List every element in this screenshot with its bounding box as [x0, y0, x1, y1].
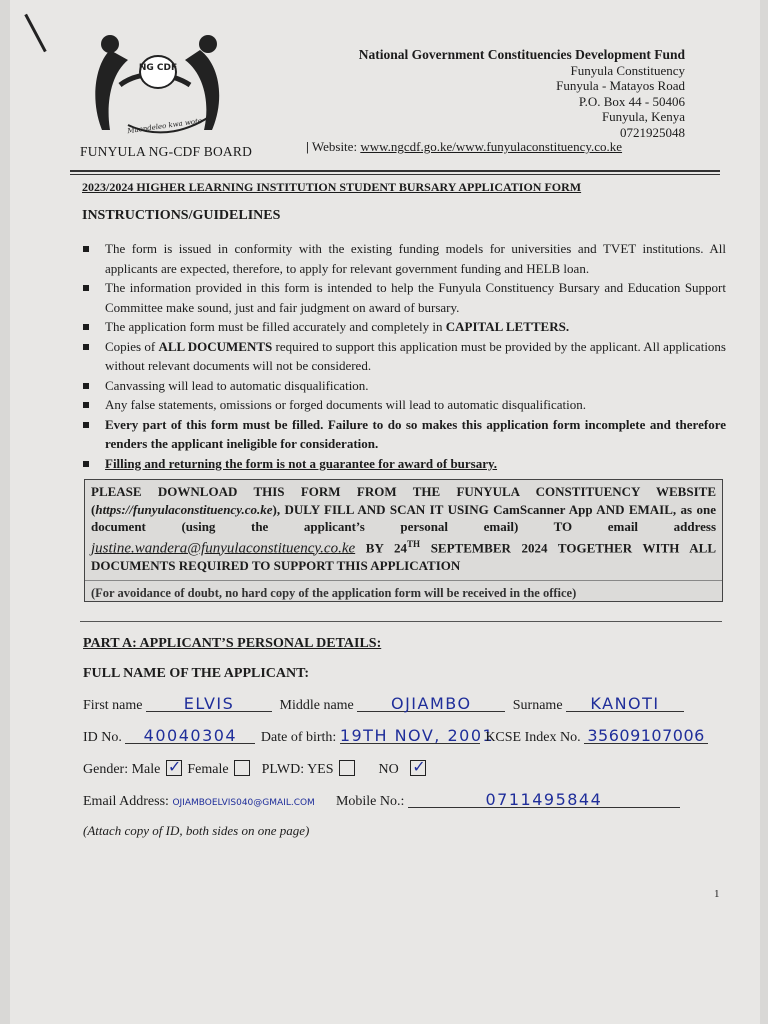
logo-text: NG CDF — [138, 63, 178, 73]
page-number: 1 — [714, 888, 720, 900]
male-checkbox[interactable] — [166, 757, 182, 776]
website-line — [306, 139, 622, 155]
section-title: PART A: APPLICANT’S PERSONAL DETAILS: — [83, 636, 382, 651]
instructions-title: INSTRUCTIONS/GUIDELINES — [82, 208, 281, 223]
section-rule — [80, 621, 722, 622]
email-label: Email Address: — [83, 794, 169, 809]
website-link[interactable]: www.ngcdf.go.ke/www.funyulaconstituency.co.ke — [360, 139, 623, 154]
list-item: Every part of this form must be filled. Failure to do so makes this application form incomplete and therefore renders the applicant ineligible for consideration. — [83, 415, 726, 454]
address-line: Funyula Constituency — [570, 62, 685, 78]
org-name: National Government Constituencies Development Fund — [358, 47, 685, 62]
middle-name-label: Middle name — [279, 698, 354, 713]
first-name-field[interactable]: ELVIS — [146, 696, 272, 712]
divider-pipe: | — [306, 139, 309, 154]
plwd-label: PLWD: YES — [261, 762, 334, 777]
list-item: Copies of ALL DOCUMENTS required to support this application must be provided by the applicant. All applications without relevant documents will not be considered. — [83, 337, 726, 376]
notice-note: (For avoidance of doubt, no hard copy of the application form will be received in the office) — [91, 586, 577, 600]
list-item: The application form must be filled accurately and completely in CAPITAL LETTERS. — [83, 317, 726, 337]
notice-site: https://funyulaconstituency.co.ke — [95, 501, 273, 517]
address-line: Funyula, Kenya — [601, 109, 685, 125]
address-line: P.O. Box 44 - 50406 — [578, 93, 685, 109]
dob-label: Date of birth: — [260, 730, 337, 745]
list-item: Filling and returning the form is not a guarantee for award of bursary. — [83, 454, 726, 474]
board-name: FUNYULA NG-CDF BOARD — [80, 144, 253, 159]
female-checkbox[interactable] — [234, 760, 250, 776]
header-rule-thin — [70, 174, 720, 175]
list-item: Any false statements, omissions or forged documents will lead to automatic disqualification. — [83, 395, 726, 415]
id-label: ID No. — [83, 730, 122, 745]
plwd-no-label: NO — [378, 762, 399, 777]
check-icon: ✓ — [412, 757, 426, 776]
middle-name-field[interactable]: OJIAMBO — [357, 696, 505, 712]
plwd-yes-checkbox[interactable] — [339, 760, 355, 776]
surname-field[interactable]: KANOTI — [566, 696, 684, 712]
notice-email[interactable]: justine.wandera@funyulaconstituency.co.ke — [91, 539, 356, 556]
fullname-label: FULL NAME OF THE APPLICANT: — [83, 666, 310, 681]
notice-divider — [85, 580, 722, 581]
dob-field[interactable]: 19TH NOV, 2001 — [339, 726, 495, 745]
address-block — [359, 47, 685, 141]
notice-box: PLEASE DOWNLOAD THIS FORM FROM THE FUNYULA CONSTITUENCY WEBSITE (https://funyulaconstituency.co.ke), DULY FILL AND SCAN IT USING CamScanner App AND EMAIL, as one document (using the applicant’s personal email) TO email address justine.wandera@funyulaconstituency.co.ke BY 24TH SEPTEMBER 2024 TOGETHER WITH ALL DOCUMENTS REQUIRED TO SUPPORT THIS APPLICATION (For avoidance of doubt, no hard copy of the application form will be received in the office) — [84, 479, 723, 602]
name-row — [83, 696, 684, 714]
form-title: 2023/2024 HIGHER LEARNING INSTITUTION STUDENT BURSARY APPLICATION FORM — [82, 180, 582, 194]
gender-label: Gender: Male — [83, 762, 161, 777]
gender-row — [83, 757, 428, 778]
list-item: The information provided in this form is intended to help the Funyula Constituency Bursary and Education Support Committee make sound, just and fair judgment on award of bursary. — [83, 278, 726, 317]
id-field[interactable]: 40040304 — [125, 728, 255, 744]
plwd-no-checkbox[interactable] — [410, 757, 426, 776]
instructions-list — [83, 239, 726, 473]
ngcdf-logo — [80, 30, 245, 145]
kcse-label: KCSE Index No. — [485, 730, 581, 745]
first-name-label: First name — [83, 698, 143, 713]
mobile-label: Mobile No.: — [335, 794, 405, 809]
attach-note: (Attach copy of ID, both sides on one page) — [83, 823, 310, 838]
email-field[interactable]: OJIAMBOELVIS040@GMAIL.COM — [172, 798, 315, 808]
kcse-field[interactable]: 35609107006 — [584, 728, 708, 744]
list-item: The form is issued in conformity with the existing funding models for universities and TVET institutions. All applicants are expected, therefore, to apply for relevant government funding and HELB loan. — [83, 239, 726, 278]
logo-motto: Maendeleo kwa wote — [126, 116, 203, 136]
surname-label: Surname — [512, 698, 563, 713]
check-icon: ✓ — [167, 757, 182, 776]
website-label: Website: — [311, 139, 358, 154]
phone-number: 0721925048 — [620, 124, 685, 140]
female-label: Female — [187, 762, 229, 777]
address-line: Funyula - Matayos Road — [556, 78, 685, 94]
id-row — [83, 728, 708, 746]
header-rule — [70, 170, 720, 172]
contact-row — [83, 792, 680, 811]
list-item: Canvassing will lead to automatic disqualification. — [83, 376, 726, 396]
mobile-field[interactable]: 0711495844 — [408, 792, 680, 808]
